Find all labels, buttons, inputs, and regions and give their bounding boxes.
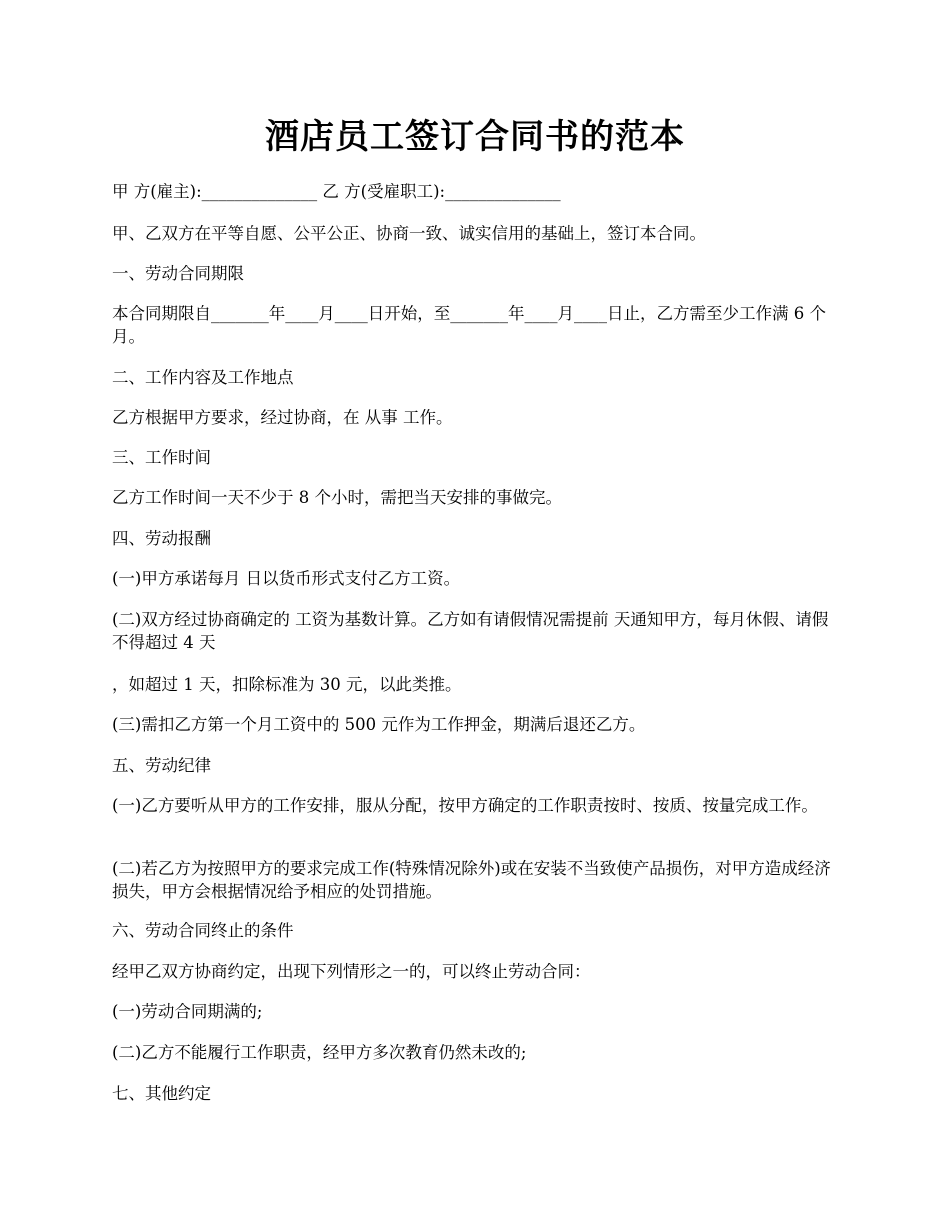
discipline-clause-2: (二)若乙方为按照甲方的要求完成工作(特殊情况除外)或在安装不当致使产品损伤，对甲方造成经济损失，甲方会根据情况给予相应的处罚措施。 [112,859,831,901]
termination-condition-2: (二)乙方不能履行工作职责，经甲方多次教育仍然未改的; [112,1043,527,1062]
section-heading-7: 七、其他约定 [112,1084,211,1103]
discipline-clause-1: (一)乙方要听从甲方的工作安排，服从分配，按甲方确定的工作职责按时、按质、按量完成工作。 [112,796,818,815]
pay-clause-1: (一)甲方承诺每月 日以货币形式支付乙方工资。 [112,569,461,588]
preamble: 甲、乙双方在平等自愿、公平公正、协商一致、诚实信用的基础上，签订本合同。 [112,224,706,243]
work-content-text: 乙方根据甲方要求，经过协商，在 从事 工作。 [112,408,453,427]
work-hours-text: 乙方工作时间一天不少于 8 个小时，需把当天安排的事做完。 [112,488,562,507]
pay-clause-2: (二)双方经过协商确定的 工资为基数计算。乙方如有请假情况需提前 天通知甲方，每月休假、请假不得超过 4 天 [112,610,829,652]
document-title: 酒店员工签订合同书的范本 [265,117,685,157]
contract-term-text: 本合同期限自_______年____月____日开始，至_______年____月____日止，乙方需至少工作满 6 个月。 [112,304,826,346]
parties-line: 甲 方(雇主):______________ 乙 方(受雇职工):______________ [112,182,561,201]
termination-intro: 经甲乙双方协商约定，出现下列情形之一的，可以终止劳动合同： [112,962,591,981]
pay-clause-2-continued: ，如超过 1 天，扣除标准为 30 元，以此类推。 [112,675,462,694]
section-heading-6: 六、劳动合同终止的条件 [112,921,294,940]
section-heading-4: 四、劳动报酬 [112,529,211,548]
section-heading-5: 五、劳动纪律 [112,756,211,775]
termination-condition-1: (一)劳动合同期满的; [112,1002,263,1021]
pay-clause-3: (三)需扣乙方第一个月工资中的 500 元作为工作押金，期满后退还乙方。 [112,715,646,734]
section-heading-3: 三、工作时间 [112,448,211,467]
section-heading-1: 一、劳动合同期限 [112,264,244,283]
section-heading-2: 二、工作内容及工作地点 [112,368,294,387]
